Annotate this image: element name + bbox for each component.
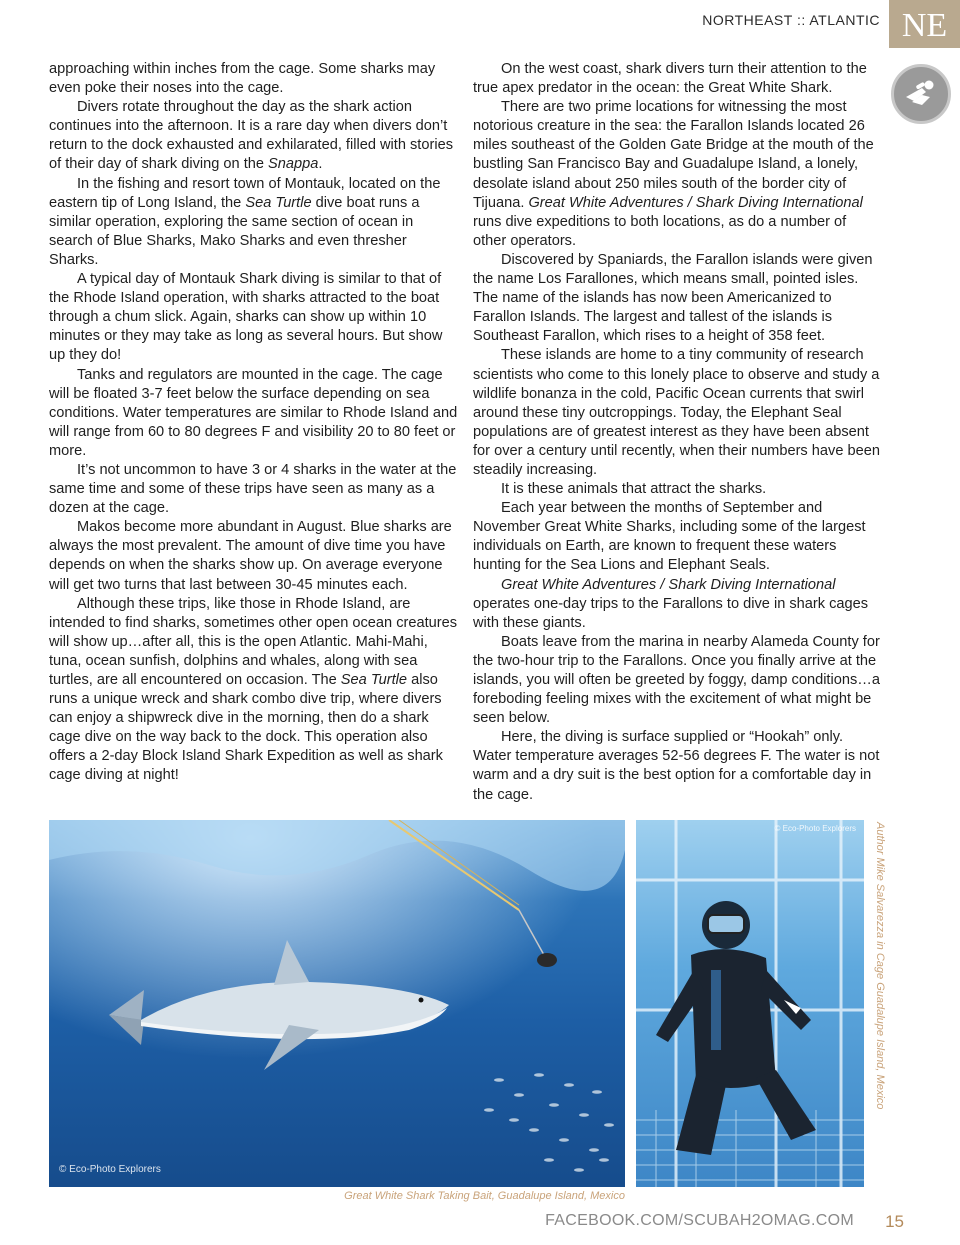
paragraph bbox=[473, 633, 883, 728]
paragraph bbox=[473, 346, 883, 480]
text-run: runs dive expeditions to both locations, as do a number of other operators. bbox=[473, 213, 847, 249]
text-run: Divers rotate throughout the day as the shark action continues into the afternoon. It is a rare day when divers don’t return to the dock exhausted and exhilarated, filled with stories of their day of shark diving on the bbox=[49, 99, 453, 173]
text-run: In the fishing and resort town of Montauk, located on the eastern tip of Long Island, the bbox=[49, 175, 441, 211]
text-run: These islands are home to a tiny community of research scientists who come to this lonely place to observe and study a wildlife bonanza in the cold, Pacific Ocean currents that swirl around these tiny outcroppings. Today, the Elephant Seal populations are of greatest interest as they have been absent for over a century until recently, when their numbers have been steadily increasing. bbox=[473, 347, 880, 478]
text-run: Tanks and regulators are mounted in the cage. The cage will be floated 3-7 feet below the surface depending on sea conditions. Water temperatures are similar to Rhode Island and will range from 60 to 80 degrees F and visibility 20 to 80 feet or more. bbox=[49, 366, 458, 459]
footer-url[interactable]: FACEBOOK.COM/SCUBAH2OMAG.COM bbox=[545, 1212, 854, 1229]
article-column-left bbox=[49, 60, 459, 786]
paragraph bbox=[49, 461, 459, 518]
text-run: Each year between the months of September and November Great White Sharks, including some of the largest individuals on Earth, are known to frequent these waters hunting for the Sea Lions and Elephant Seals. bbox=[473, 500, 866, 574]
paragraph bbox=[473, 480, 883, 499]
italic-text: Sea Turtle bbox=[340, 672, 408, 688]
paragraph bbox=[49, 98, 459, 174]
paragraph bbox=[473, 576, 883, 633]
diver-icon bbox=[891, 64, 951, 124]
paragraph bbox=[49, 366, 459, 461]
text-run: It is these animals that attract the sharks. bbox=[501, 481, 767, 498]
paragraph bbox=[49, 60, 459, 98]
paragraph bbox=[473, 251, 883, 346]
text-run: also runs a unique wreck and shark combo dive trip, where divers can enjoy a shipwreck dive in the morning, then do a shark cage dive on the way back to the dock. This operation also offers a 2-day Block Island Shark Expedition as well as shark cage diving at night! bbox=[49, 672, 443, 784]
paragraph bbox=[473, 98, 883, 251]
shark-photo-credit: © Eco-Photo Explorers bbox=[59, 1164, 161, 1175]
region-badge: NE bbox=[889, 0, 960, 48]
italic-text: Great White Adventures / Shark Diving International bbox=[501, 576, 836, 593]
text-run: Here, the diving is surface supplied or “Hookah” only. Water temperature averages 52-56 degrees F. The water is not warm and a dry suit is the best option for a comfortable day in the cage. bbox=[473, 729, 880, 803]
text-run: Discovered by Spaniards, the Farallon islands were given the name Los Farallones, which means small, pointed isles. The name of the islands has now been Americanized to Farallon Islands. The largest and tallest of the islands is Southeast Farallon, which rises to a height of 358 feet. bbox=[473, 251, 873, 345]
paragraph bbox=[473, 728, 883, 804]
cage-photo bbox=[636, 820, 864, 1187]
text-run: There are two prime locations for witnessing the most notorious creature in the sea: the Farallon Islands located 26 miles southeast of the Golden Gate Bridge at the mouth of the bustling San Francisco Bay and Guadalupe Island, a lonely, desolate island about 250 miles south of the border city of Tijuana. bbox=[473, 99, 874, 211]
article-column-right bbox=[473, 60, 883, 805]
italic-text: Snappa bbox=[268, 156, 319, 173]
paragraph bbox=[49, 270, 459, 365]
page-number: 15 bbox=[885, 1212, 904, 1231]
cage-photo-caption: Author Mike Salvarezza in Cage Guadalupe Island, Mexico bbox=[874, 822, 886, 1110]
paragraph bbox=[473, 60, 883, 98]
italic-text: Great White Adventures / Shark Diving International bbox=[528, 194, 863, 211]
text-run: It’s not uncommon to have 3 or 4 sharks in the water at the same time and some of these trips have seen as many as a dozen at the cage. bbox=[49, 461, 457, 517]
paragraph bbox=[49, 595, 459, 786]
text-run: On the west coast, shark divers turn their attention to the true apex predator in the ocean: the Great White Shark. bbox=[473, 61, 867, 97]
text-run: Although these trips, like those in Rhode Island, are intended to find sharks, sometimes other open ocean creatures will show up…after all, this is the open Atlantic. Mahi-Mahi, tuna, ocean sunfish, dolphins and whales, along with sea turtles, are all encountered on occasion. The bbox=[49, 595, 458, 688]
text-run: operates one-day trips to the Farallons to dive in shark cages with these giants. bbox=[473, 595, 869, 631]
shark-photo bbox=[49, 820, 625, 1187]
text-run: Makos become more abundant in August. Blue sharks are always the most prevalent. The amount of dive time you have depends on when the sharks show up. On average everyone will get two turns that last between 30-45 minutes each. bbox=[49, 519, 452, 593]
text-run: approaching within inches from the cage. Some sharks may even poke their noses into the cage. bbox=[49, 61, 436, 97]
shark-photo-caption: Great White Shark Taking Bait, Guadalupe Island, Mexico bbox=[344, 1190, 625, 1202]
text-run: dive boat runs a similar operation, exploring the same section of ocean in search of Blue Sharks, Mako Sharks and even thresher Sharks. bbox=[49, 194, 420, 268]
cage-photo-credit: © Eco-Photo Explorers bbox=[774, 824, 856, 833]
text-run: Boats leave from the marina in nearby Alameda County for the two-hour trip to the Farallons. Once you finally arrive at the islands, you will often be greeted by foggy, damp conditions…a foreboding feeling mixes with the excitement of what might be seen below. bbox=[473, 633, 880, 727]
section-header: NORTHEAST :: ATLANTIC bbox=[702, 12, 880, 28]
text-run: . bbox=[318, 156, 323, 173]
paragraph bbox=[473, 499, 883, 575]
paragraph bbox=[49, 175, 459, 270]
italic-text: Sea Turtle bbox=[245, 194, 312, 211]
paragraph bbox=[49, 518, 459, 594]
text-run: A typical day of Montauk Shark diving is similar to that of the Rhode Island operation, with sharks attracted to the boat through a chum slick. Again, sharks can show up within 10 minutes or they may take as long as several hours. But show up they do! bbox=[49, 271, 443, 364]
